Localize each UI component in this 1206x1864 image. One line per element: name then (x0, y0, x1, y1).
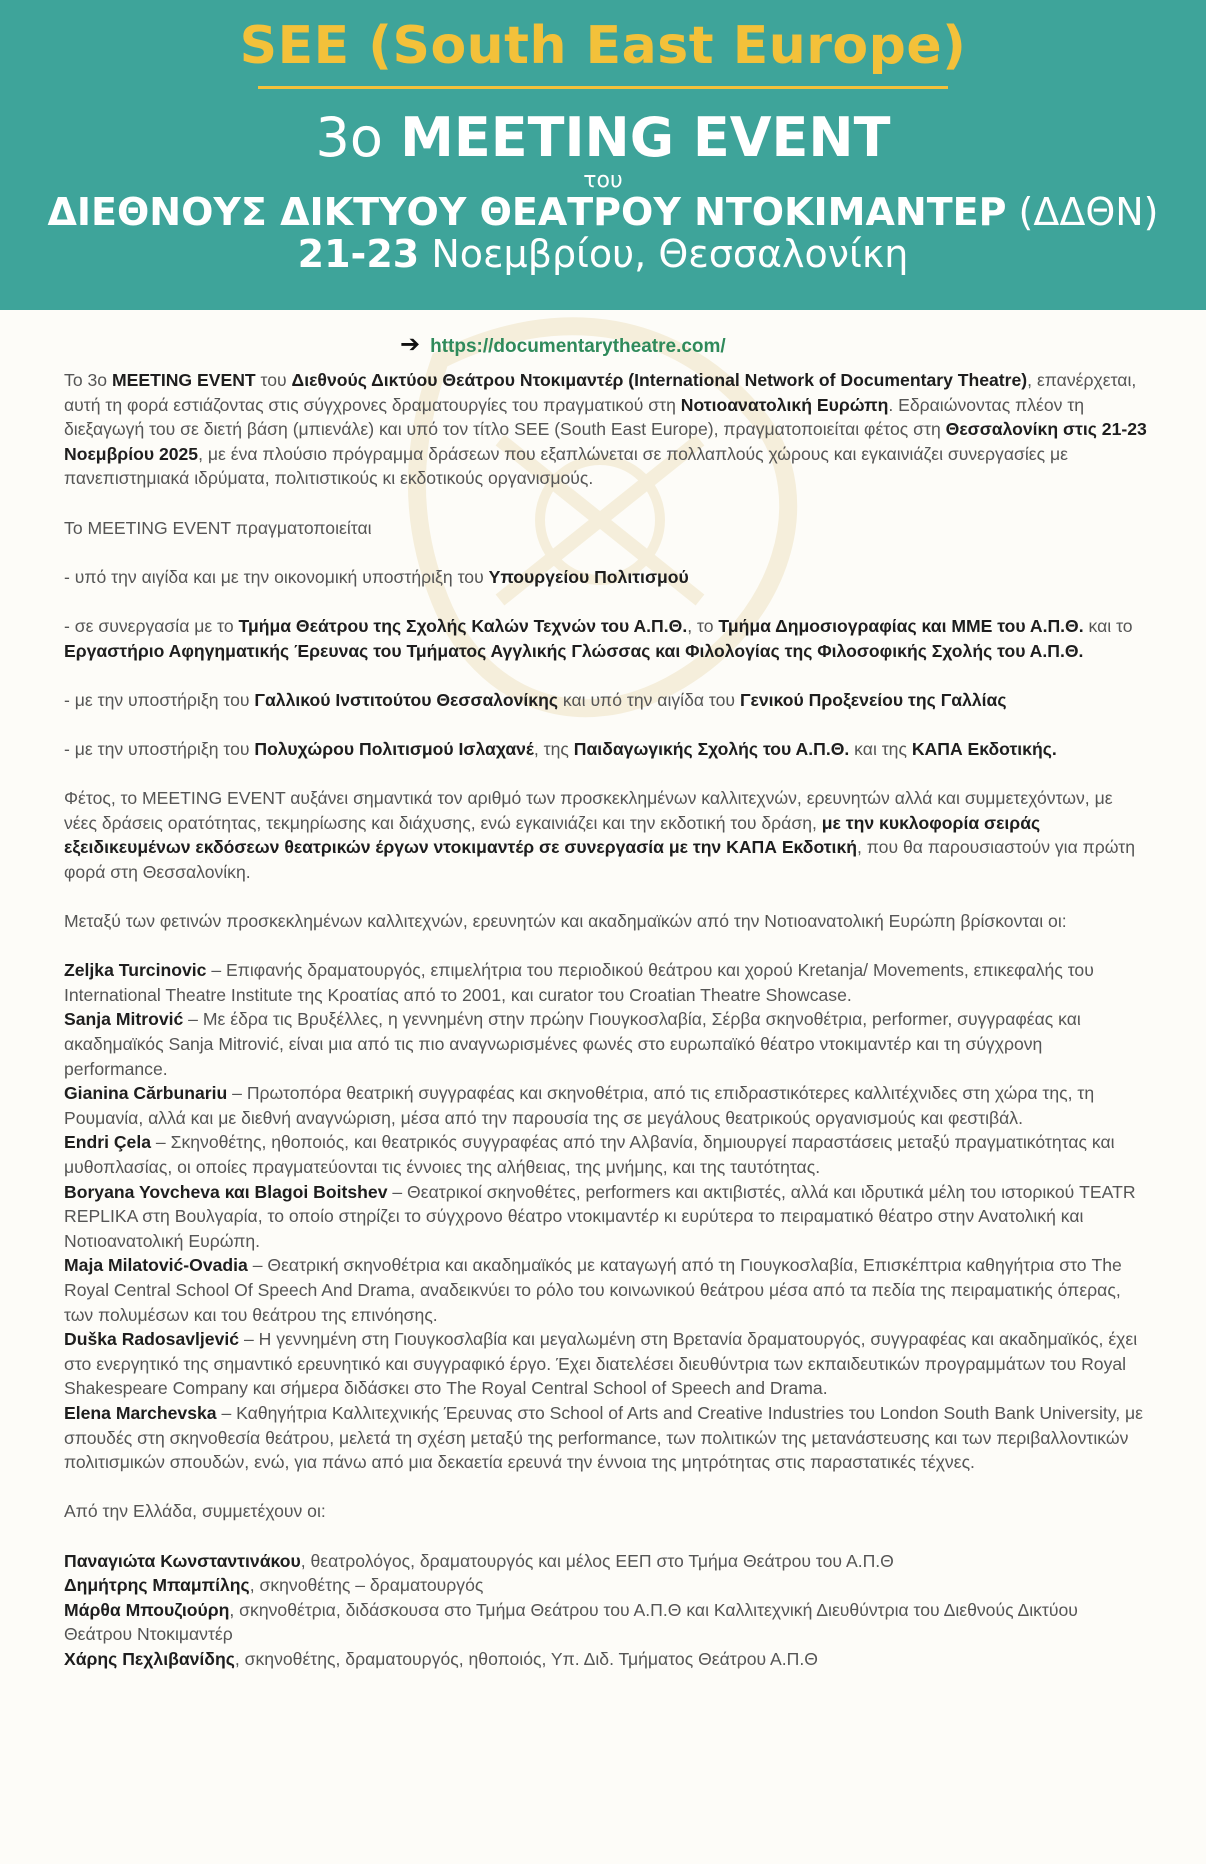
website-link[interactable]: https://documentarytheatre.com/ (430, 336, 726, 357)
guest-item: Boryana Yovcheva και Blagoi Boitshev – Θεατρικοί σκηνοθέτες, performers και ακτιβιστές, αλλά και ιδρυτικά μέλη του ιστορικού TEATR REPLIKA στη Βουλγαρία, το οποίο στηρίζει το σύγχρονο θέατρο ντοκιμαντέρ κι ευρύτερα το πειραματικό θέατρο στην Ανατολική και Νοτιοανατολική Ευρώπη. (64, 1181, 1136, 1251)
website-link-row (400, 330, 726, 359)
meeting-number: 3ο (315, 106, 383, 169)
intro-paragraph: Το 3ο MEETING EVENT του Διεθνούς Δικτύου Θεάτρου Ντοκιμαντέρ (International Network of Documentary Theatre), επανέρχεται, αυτή τη φορά εστιάζοντας στις σύγχρονες δραματουργίες του πραγματικού στη Νοτιοανατολική Ευρώπη. Εδραιώνοντας πλέον τη διεξαγωγή του σε διετή βάση (μπιενάλε) και υπό τον τίτλο SEE (South East Europe), πραγματοποιείται φέτος στη Θεσσαλονίκη στις 21-23 Νοεμβρίου 2025, με ένα πλούσιο πρόγραμμα δράσεων που εξαπλώνεται σε πολλαπλούς χώρους και εγκαινιάζει συνεργασίες με πανεπιστημιακά ιδρύματα, πολιτιστικούς κι εκδοτικούς οργανισμούς. (64, 370, 1147, 489)
network-abbr: (ΔΔΘΝ) (1018, 190, 1159, 234)
participant-item: Χάρης Πεχλιβανίδης, σκηνοθέτης, δραματουργός, ηθοποιός, Υπ. Διδ. Τμήματος Θεάτρου Α.Π.Θ (64, 1648, 818, 1669)
participant-item: Μάρθα Μπουζιούρη, σκηνοθέτρια, διδάσκουσα στο Τμήμα Θεάτρου του Α.Π.Θ και Καλλιτεχνική Διευθύντρια του Διεθνούς Δικτύου Θεάτρου Ντοκιμαντέρ (64, 1599, 1078, 1645)
guest-item: Maja Milatović-Ovadia – Θεατρική σκηνοθέτρια και ακαδημαϊκός με καταγωγή από τη Γιουγκοσλαβία, Επισκέπτρια καθηγήτρια στο The Royal Central School Of Speech And Drama, αναδεικνύει το ρόλο του κοινωνικού θεάτρου μέσα από τα πεδία της πειραματικής όπερας, των πολυμέσων και του θεάτρου της επινόησης. (64, 1255, 1122, 1325)
guest-item: Duška Radosavljević – Η γεννημένη στη Γιουγκοσλαβία και μεγαλωμένη στη Βρετανία δραματουργός, συγγραφέας και ακαδημαϊκός, έχει στο ενεργητικό της σημαντικό ερευνητικό και συγγραφικό έργο. Έχει διατελέσει διευθύντρια των εκπαιδευτικών προγραμμάτων του Royal Shakespeare Company και σήμερα διδάσκει στο The Royal Central School of Speech and Drama. (64, 1329, 1138, 1399)
greek-participants-list (64, 1549, 1149, 1672)
guest-item: Elena Marchevska – Καθηγήτρια Καλλιτεχνικής Έρευνας στο School of Arts and Creative Industries του London South Bank University, με σπουδές στη σκηνοθεσία θεάτρου, μελετά τη σχέση μεταξύ της performance, των πολιτικών της μετανάστευσης και των περιβαλλοντικών πολιτισμικών σπουδών, ενώ, για πάνω από μια δεκαετία ερευνά την έννοια της μητρότητας στις παραστατικές τέχνες. (64, 1402, 1143, 1473)
bullet-auth: - σε συνεργασία με το Τμήμα Θεάτρου της Σχολής Καλών Τεχνών του Α.Π.Θ., το Τμήμα Δημοσιογραφίας και ΜΜΕ του Α.Π.Θ. και το Εργαστήριο Αφηγηματικής Έρευνας του Τμήματος Αγγλικής Γλώσσας και Φιλολογίας της Φιλοσοφικής Σχολής του Α.Π.Θ. (64, 615, 1133, 661)
participant-item: Παναγιώτα Κωνσταντινάκου, θεατρολόγος, δραματουργός και μέλος ΕΕΠ στο Τμήμα Θεάτρου του Α.Π.Θ (64, 1550, 894, 1571)
held-paragraph: Το MEETING EVENT πραγματοποιείται (64, 517, 372, 538)
meeting-label: MEETING EVENT (400, 106, 891, 169)
date-days: 21-23 (297, 232, 420, 276)
guests-intro: Μεταξύ των φετινών προσκεκλημένων καλλιτεχνών, ερευνητών και ακαδημαϊκών από την Νοτιοανατολική Ευρώπη βρίσκονται οι: (64, 911, 1067, 932)
article-body (64, 368, 1149, 1671)
date-rest: Νοεμβρίου, Θεσσαλονίκη (431, 232, 909, 276)
network-name: ΔΙΕΘΝΟΥΣ ΔΙΚΤΥΟΥ ΘΕΑΤΡΟΥ ΝΤΟΚΙΜΑΝΤΕΡ (47, 190, 1007, 234)
header-banner (0, 0, 1206, 310)
title-underline (258, 86, 948, 89)
arrow-right-icon: ➔ (400, 331, 421, 358)
see-title: SEE (South East Europe) (239, 16, 967, 76)
guest-item: Endri Çela – Σκηνοθέτης, ηθοποιός, και θεατρικός συγγραφέας από την Αλβανία, δημιουργεί παραστάσεις μεταξύ πραγματικότητας και μυθοπλασίας, οι οποίες πραγματεύονται τις έννοιες της αλήθειας, της μνήμης, και της ταυτότητας. (64, 1132, 1115, 1177)
guest-item: Zeljka Turcinovic – Επιφανής δραματουργός, επιμελήτρια του περιοδικού θεάτρου και χορού Kretanja/ Movements, επικεφαλής του International Theatre Institute της Κροατίας από το 2001, και curator του Croatian Theatre Showcase. (64, 960, 1094, 1005)
bullet-ministry: - υπό την αιγίδα και με την οικονομική υποστήριξη του Υπουργείου Πολιτισμού (64, 566, 689, 587)
network-title (0, 190, 1206, 234)
bullet-islahane: - με την υποστήριξη του Πολυχώρου Πολιτισμού Ισλαχανέ, της Παιδαγωγικής Σχολής του Α.Π.Θ. και της ΚΑΠΑ Εκδοτικής. (64, 738, 1057, 759)
event-date (0, 232, 1206, 276)
header-tou: του (583, 168, 623, 193)
guest-item: Gianina Cărbunariu – Πρωτοπόρα θεατρική συγγραφέας και σκηνοθέτρια, από τις επιδραστικότερες καλλιτέχνιδες στη χώρα της, τη Ρουμανία, αλλά και με διεθνή αναγνώριση, μέσα από την παρουσία της σε μεγάλους θεατρικούς οργανισμούς και φεστιβάλ. (64, 1083, 1095, 1128)
participant-item: Δημήτρης Μπαμπίλης, σκηνοθέτης – δραματουργός (64, 1575, 484, 1596)
guest-item: Sanja Mitrović – Με έδρα τις Βρυξέλλες, η γεννημένη στην πρώην Γιουγκοσλαβία, Σέρβα σκηνοθέτρια, performer, συγγραφέας και ακαδημαϊκός Sanja Mitrović, είναι μια από τις πιο αναγνωρισμένες φωνές στο ευρωπαϊκό θέατρο ντοκιμαντέρ και τη σύγχρονη performance. (64, 1009, 1081, 1079)
meeting-title (0, 106, 1206, 169)
bullet-french-institute: - με την υποστήριξη του Γαλλικού Ινστιτούτου Θεσσαλονίκης και υπό την αιγίδα του Γενικού Προξενείου της Γαλλίας (64, 689, 1007, 710)
guest-list (64, 958, 1149, 1474)
this-year-paragraph: Φέτος, το MEETING EVENT αυξάνει σημαντικά τον αριθμό των προσκεκλημένων καλλιτεχνών, ερευνητών αλλά και συμμετεχόντων, με νέες δράσεις ορατότητας, τεκμηρίωσης και διάχυσης, ενώ εγκαινιάζει και την εκδοτική του δράση, με την κυκλοφορία σειράς εξειδικευμένων εκδόσεων θεατρικών έργων ντοκιμαντέρ σε συνεργασία με την ΚΑΠΑ Εκδοτική, που θα παρουσιαστούν για πρώτη φορά στη Θεσσαλονίκη. (64, 788, 1136, 882)
greece-intro: Από την Ελλάδα, συμμετέχουν οι: (64, 1501, 326, 1522)
